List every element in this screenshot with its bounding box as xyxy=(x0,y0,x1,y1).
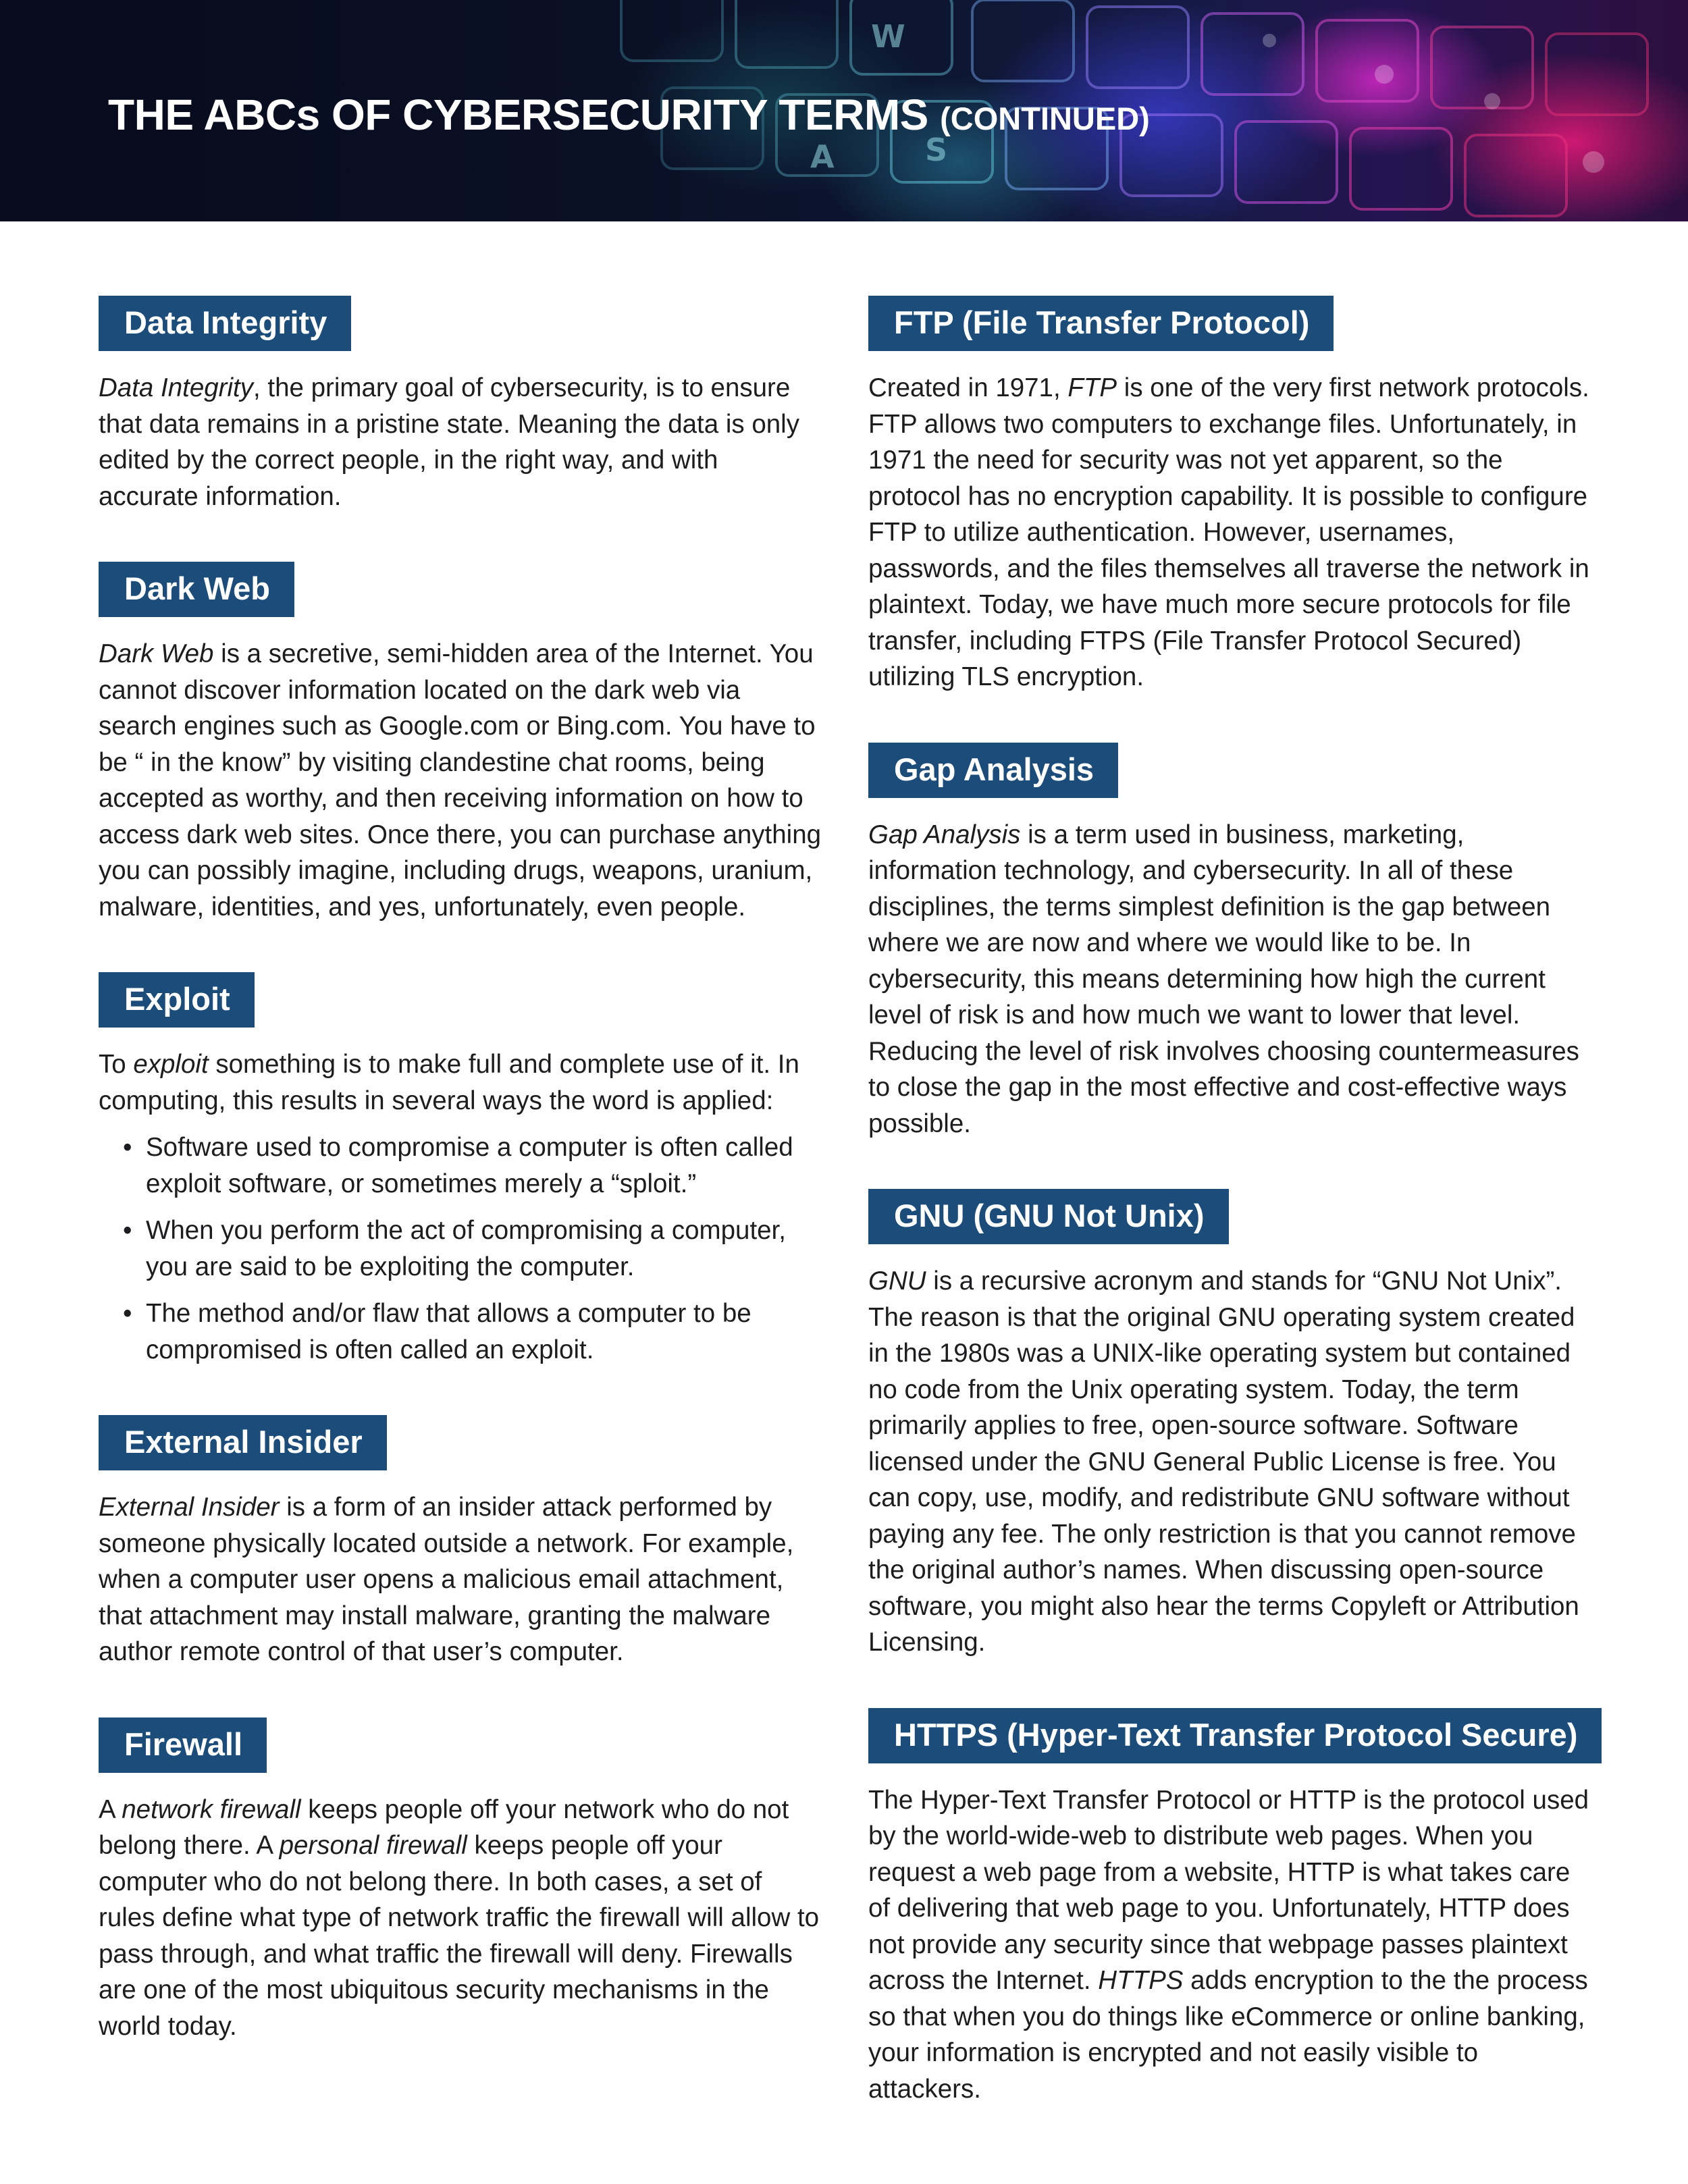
left-column xyxy=(99,296,822,2092)
section-gnu xyxy=(868,1189,1592,1661)
key-label-w: W xyxy=(871,18,905,55)
term: FTP xyxy=(1067,373,1117,402)
section-heading: Gap Analysis xyxy=(868,743,1118,798)
intro-text: The Hyper-Text Transfer Protocol or HTTP is the protocol used by the world-wide-web to distribute web pages. When you request a web page from a website, HTTP is what takes care of delivering that web page to you. Unfortunately, HTTP does not provide any security since that webpage passes plaintext across the Internet. xyxy=(868,1785,1589,1995)
term: Data Integrity xyxy=(99,373,253,402)
section-body xyxy=(99,1792,822,2045)
section-body xyxy=(868,370,1592,695)
section-heading: HTTPS (Hyper-Text Transfer Protocol Secure) xyxy=(868,1708,1602,1763)
definition-text: , the primary goal of cybersecurity, is to ensure that data remains in a pristine state. Meaning the data is only edited by the correct people, in the right way, and with accurate information. xyxy=(99,373,799,511)
section-data-integrity xyxy=(99,296,822,514)
section-gap-analysis xyxy=(868,743,1592,1142)
text-part: keeps people off your computer who do not belong there. In both cases, a set of rules define what type of network traffic the firewall will allow to pass through, and what traffic the firewall will deny. Firewalls are one of the most ubiquitous security mechanisms in the world today. xyxy=(99,1831,820,2041)
section-heading: GNU (GNU Not Unix) xyxy=(868,1189,1229,1244)
key-label-s: S xyxy=(925,132,948,168)
right-column xyxy=(868,296,1592,2154)
section-firewall xyxy=(99,1717,822,2045)
definition-text: is a recursive acronym and stands for “GNU Not Unix”. The reason is that the original GNU operating system created in the 1980s was a UNIX-like operating system but contained no code from the Unix operating system. Today, the term primarily applies to free, open-source software. Software licensed under the GNU General Public License is free. You can copy, use, modify, and redistribute GNU software without paying any fee. The only restriction is that you cannot remove the original author’s names. When discussing open-source software, you might also hear the terms Copyleft or Attribution Licensing. xyxy=(868,1267,1579,1657)
term: network firewall xyxy=(122,1794,301,1824)
key-label-a: A xyxy=(810,138,835,175)
definition-text: adds encryption to the the process so that when you do things like eCommerce or online banking, your information is encrypted and not easily visible to attackers. xyxy=(868,1966,1588,2104)
definition-text: is a form of an insider attack performed by someone physically located outside a network. For example, when a computer user opens a malicious email attachment, that attachment may install malware, granting the malware author remote control of that user’s computer. xyxy=(99,1493,794,1666)
section-https xyxy=(868,1708,1592,2108)
section-external-insider xyxy=(99,1415,822,1670)
bullet-item: • The method and/or flaw that allows a computer to be compromised is often called an exploit. xyxy=(99,1296,822,1368)
page-title xyxy=(108,90,1150,139)
section-heading: External Insider xyxy=(99,1415,387,1470)
section-body xyxy=(868,817,1592,1142)
definition-text: something is to make full and complete use of it. In computing, this results in several ways the word is applied: xyxy=(99,1050,799,1115)
term: HTTPS xyxy=(1098,1966,1184,1995)
section-body xyxy=(99,636,822,925)
header-banner xyxy=(0,0,1688,221)
section-heading: Exploit xyxy=(99,972,255,1028)
section-body xyxy=(99,370,822,514)
term: exploit xyxy=(133,1050,209,1079)
section-ftp xyxy=(868,296,1592,695)
term: External Insider xyxy=(99,1493,280,1522)
page-subtitle: (CONTINUED) xyxy=(940,101,1150,136)
bullet-item: • When you perform the act of compromising a computer, you are said to be exploiting the computer. xyxy=(99,1213,822,1285)
section-exploit xyxy=(99,972,822,1368)
section-heading: Firewall xyxy=(99,1717,267,1773)
section-body xyxy=(868,1263,1592,1661)
term: Dark Web xyxy=(99,639,214,668)
section-dark-web xyxy=(99,562,822,925)
section-heading: Dark Web xyxy=(99,562,294,617)
page-title-text: THE ABCs OF CYBERSECURITY TERMS xyxy=(108,90,928,139)
bullet-list xyxy=(99,1129,822,1368)
definition-text: is a term used in business, marketing, information technology, and cybersecurity. In all of these disciplines, the terms simplest definition is the gap between where we are now and where we would like to be. In cybersecurity, this means determining how high the current level of risk is and how much we want to lower that level. Reducing the level of risk involves choosing countermeasures to close the gap in the most effective and cost-effective ways possible. xyxy=(868,820,1579,1138)
bullet-item: • Software used to compromise a computer is often called exploit software, or sometimes merely a “sploit.” xyxy=(99,1129,822,1202)
text-part: A xyxy=(99,1794,122,1824)
section-body xyxy=(99,1489,822,1670)
intro-text: To xyxy=(99,1050,134,1079)
intro-text: Created in 1971, xyxy=(868,373,1068,402)
definition-text: is one of the very first network protocols. FTP allows two computers to exchange files. Unfortunately, in 1971 the need for security was not yet apparent, so the protocol has no encryption capability. It is possible to configure FTP to utilize authentication. However, usernames, passwords, and the files themselves all traverse the network in plaintext. Today, we have much more secure protocols for file transfer, including FTPS (File Transfer Protocol Secured) utilizing TLS encryption. xyxy=(868,373,1589,691)
definition-text: is a secretive, semi-hidden area of the Internet. You cannot discover information located on the dark web via search engines such as Google.com or Bing.com. You have to be “ in the know” by visiting clandestine chat rooms, being accepted as worthy, and then receiving information on how to access dark web sites. Once there, you can purchase anything you can possibly imagine, including drugs, weapons, uranium, malware, identities, and yes, unfortunately, even people. xyxy=(99,639,822,922)
text-part: keeps people off your network who do not belong there. A xyxy=(99,1794,789,1860)
term: GNU xyxy=(868,1267,926,1296)
section-heading: Data Integrity xyxy=(99,296,351,351)
section-body xyxy=(99,1046,822,1119)
term: Gap Analysis xyxy=(868,820,1021,849)
term: personal firewall xyxy=(279,1831,467,1860)
section-body xyxy=(868,1782,1592,2108)
section-heading: FTP (File Transfer Protocol) xyxy=(868,296,1334,351)
